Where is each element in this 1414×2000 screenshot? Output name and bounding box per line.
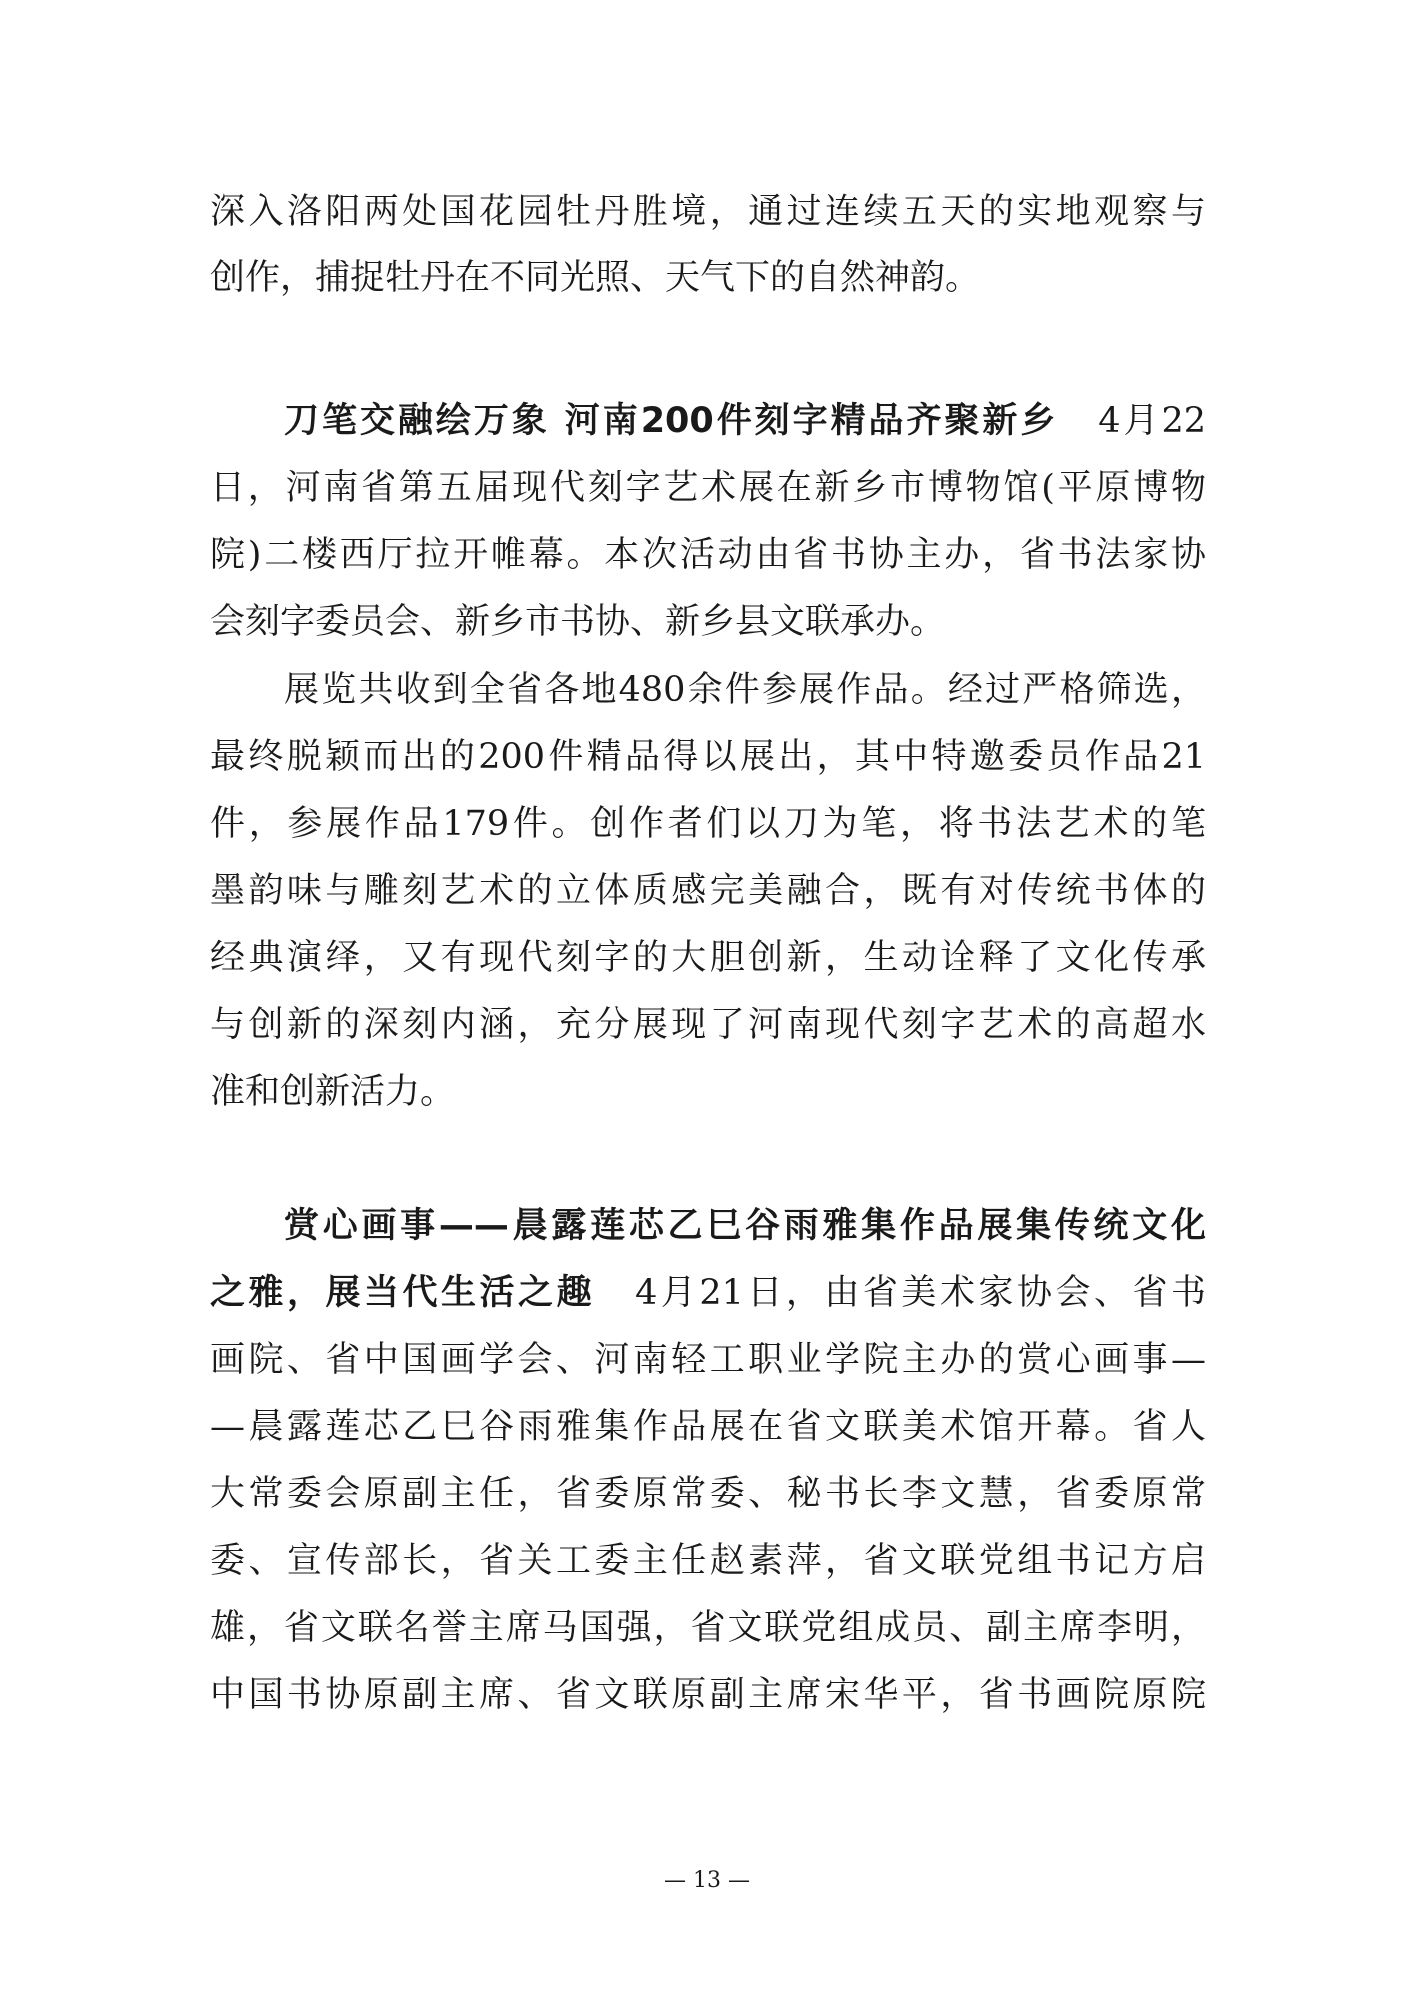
section-title: 之雅，展当代生活之趣 bbox=[210, 1273, 596, 1313]
paragraph-line: 大常委会原副主任，省委原常委、秘书长李文慧，省委原常 bbox=[210, 1474, 1206, 1514]
section-title: 赏心画事——晨露莲芯乙巳谷雨雅集作品展集传统文化 bbox=[284, 1206, 1206, 1246]
section-date: 4月22 bbox=[1098, 401, 1206, 441]
section-title: 刀笔交融绘万象 河南200件刻字精品齐聚新乡 bbox=[284, 401, 1059, 441]
paragraph-line: 创作，捕捉牡丹在不同光照、天气下的自然神韵。 bbox=[210, 258, 981, 298]
paragraph-line: 件，参展作品179件。创作者们以刀为笔，将书法艺术的笔 bbox=[210, 804, 1206, 844]
paragraph-line: 日，河南省第五届现代刻字艺术展在新乡市博物馆(平原博物 bbox=[210, 468, 1206, 508]
paragraph-line: 中国书协原副主席、省文联原副主席宋华平，省书画院原院 bbox=[210, 1675, 1206, 1715]
paragraph-line: —晨露莲芯乙巳谷雨雅集作品展在省文联美术馆开幕。省人 bbox=[210, 1407, 1206, 1447]
paragraph-line: 深入洛阳两处国花园牡丹胜境，通过连续五天的实地观察与 bbox=[210, 192, 1206, 232]
paragraph-line: 最终脱颖而出的200件精品得以展出，其中特邀委员作品21 bbox=[210, 737, 1206, 777]
paragraph-line: 院)二楼西厅拉开帷幕。本次活动由省书协主办，省书法家协 bbox=[210, 535, 1206, 575]
paragraph-line: 会刻字委员会、新乡市书协、新乡县文联承办。 bbox=[210, 602, 946, 642]
paragraph-line: 经典演绎，又有现代刻字的大胆创新，生动诠释了文化传承 bbox=[210, 938, 1206, 978]
paragraph-line: 展览共收到全省各地480余件参展作品。经过严格筛选， bbox=[284, 670, 1206, 710]
paragraph-line: 画院、省中国画学会、河南轻工职业学院主办的赏心画事— bbox=[210, 1340, 1206, 1380]
section-heading-line bbox=[284, 399, 1206, 443]
paragraph-line: 与创新的深刻内涵，充分展现了河南现代刻字艺术的高超水 bbox=[210, 1005, 1206, 1045]
paragraph-line: 准和创新活力。 bbox=[210, 1072, 456, 1112]
section-date: 4月21日，由省美术家协会、省书 bbox=[635, 1273, 1206, 1313]
page-number: — 13 — bbox=[664, 1868, 750, 1893]
paragraph-line: 委、宣传部长，省关工委主任赵素萍，省文联党组书记方启 bbox=[210, 1541, 1206, 1581]
paragraph-line: 雄，省文联名誉主席马国强，省文联党组成员、副主席李明， bbox=[210, 1608, 1206, 1648]
section-heading-line bbox=[210, 1271, 1206, 1315]
paragraph-line: 墨韵味与雕刻艺术的立体质感完美融合，既有对传统书体的 bbox=[210, 871, 1206, 911]
